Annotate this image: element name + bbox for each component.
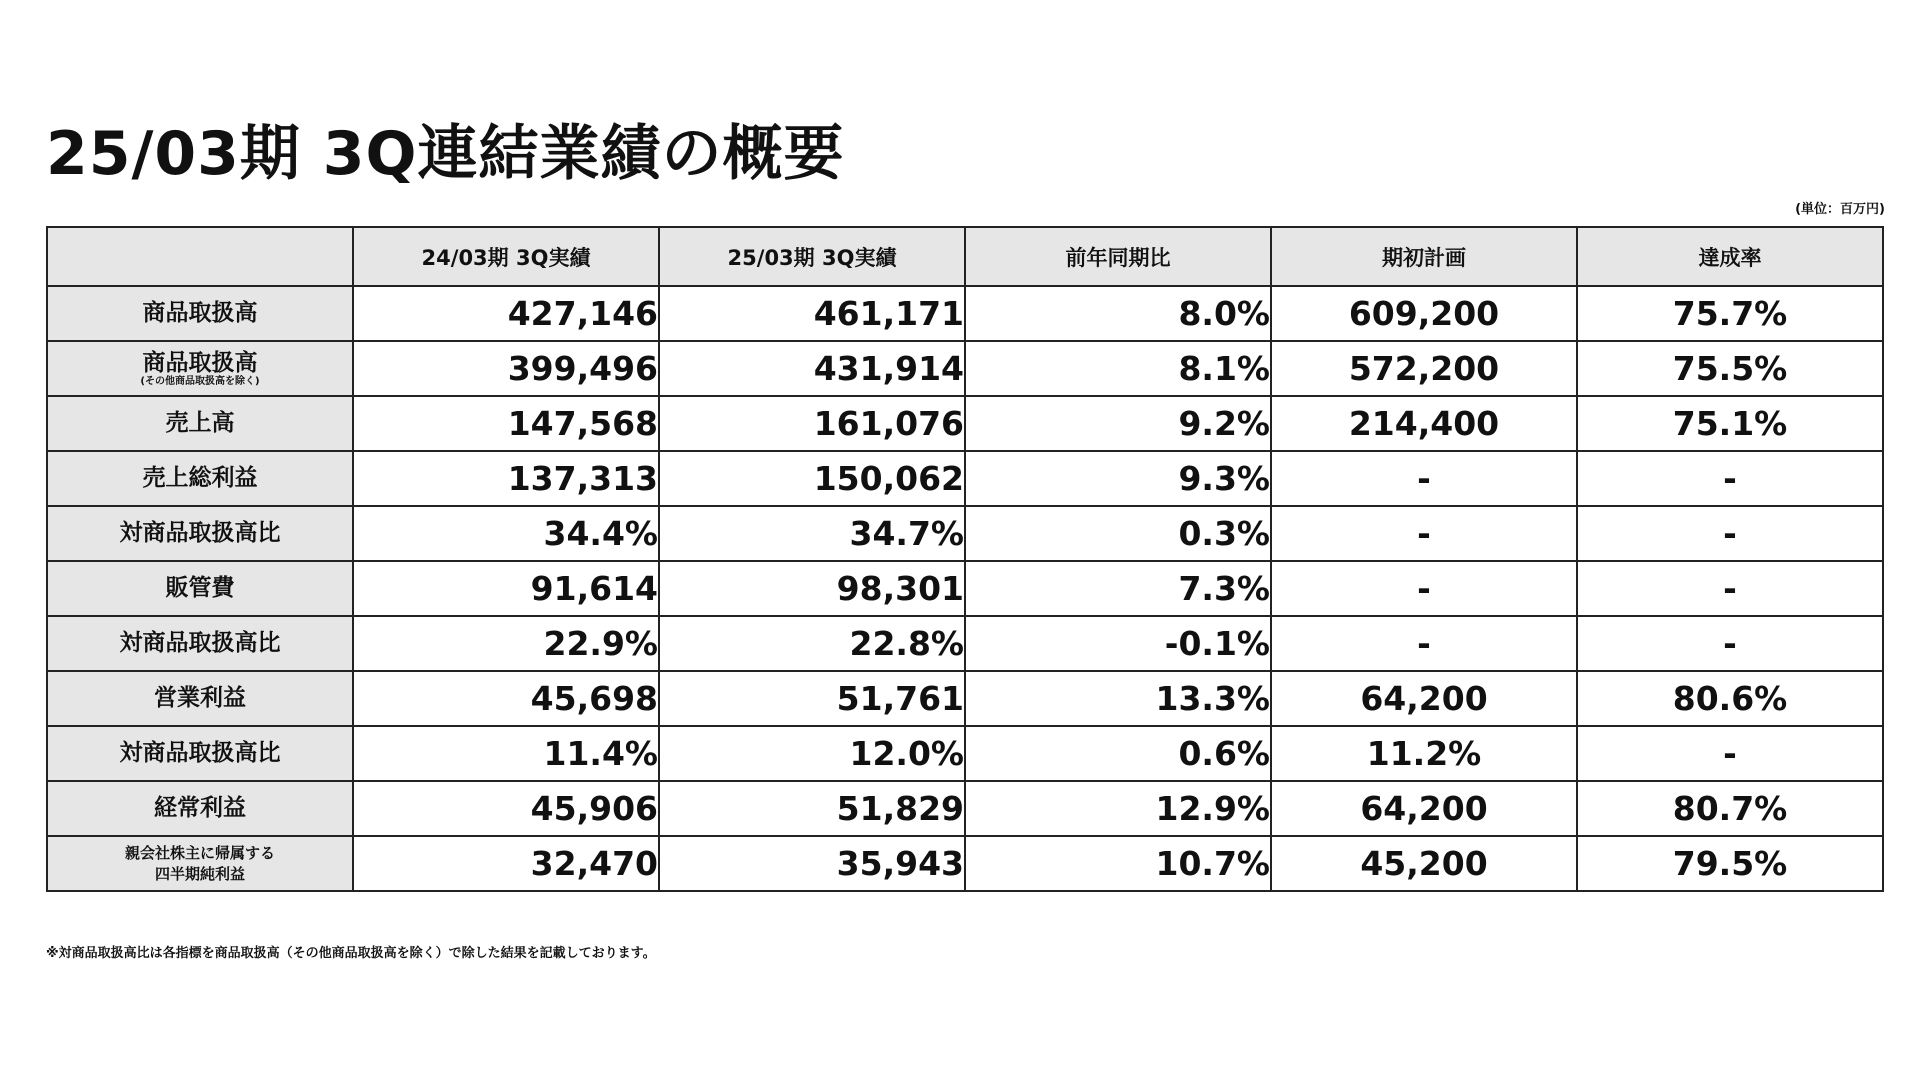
row-label: 販管費 xyxy=(47,561,353,616)
table-row xyxy=(47,671,1883,726)
table-cell: 11.2% xyxy=(1271,726,1577,781)
table-cell: 51,829 xyxy=(659,781,965,836)
row-label: 対商品取扱高比 xyxy=(47,726,353,781)
table-cell: - xyxy=(1577,451,1883,506)
table-cell: - xyxy=(1577,561,1883,616)
table-cell: 22.9% xyxy=(353,616,659,671)
table-cell: 10.7% xyxy=(965,836,1271,891)
table-cell: 12.0% xyxy=(659,726,965,781)
row-label: 対商品取扱高比 xyxy=(47,616,353,671)
table-cell: 91,614 xyxy=(353,561,659,616)
row-label: 売上総利益 xyxy=(47,451,353,506)
header-cell-curr-3q-actual: 25/03期 3Q実績 xyxy=(659,227,965,286)
table-cell: 399,496 xyxy=(353,341,659,396)
table-cell: 137,313 xyxy=(353,451,659,506)
table-cell: 150,062 xyxy=(659,451,965,506)
table-cell: - xyxy=(1577,506,1883,561)
table-row xyxy=(47,726,1883,781)
table-cell: 51,761 xyxy=(659,671,965,726)
table-cell: 11.4% xyxy=(353,726,659,781)
row-label: 売上高 xyxy=(47,396,353,451)
table-cell: 8.0% xyxy=(965,286,1271,341)
table-cell: 427,146 xyxy=(353,286,659,341)
table-cell: 572,200 xyxy=(1271,341,1577,396)
table-cell: 9.3% xyxy=(965,451,1271,506)
table-row xyxy=(47,506,1883,561)
table-row xyxy=(47,836,1883,891)
table-cell: - xyxy=(1577,726,1883,781)
header-cell-yoy: 前年同期比 xyxy=(965,227,1271,286)
table-header-row xyxy=(47,227,1883,286)
footnote: ※対商品取扱高比は各指標を商品取扱高（その他商品取扱高を除く）で除した結果を記載しております。 xyxy=(46,946,656,961)
table-row xyxy=(47,286,1883,341)
table-cell: 64,200 xyxy=(1271,671,1577,726)
table-cell: 13.3% xyxy=(965,671,1271,726)
table-cell: - xyxy=(1271,506,1577,561)
table-cell: 98,301 xyxy=(659,561,965,616)
row-label: 商品取扱高 (その他商品取扱高を除く) xyxy=(47,341,353,396)
row-label-note: (その他商品取扱高を除く) xyxy=(140,376,260,388)
row-label: 対商品取扱高比 xyxy=(47,506,353,561)
results-summary-table xyxy=(46,226,1884,892)
table-cell: 431,914 xyxy=(659,341,965,396)
table-cell: 214,400 xyxy=(1271,396,1577,451)
table-cell: 609,200 xyxy=(1271,286,1577,341)
table-row xyxy=(47,616,1883,671)
table-cell: 80.6% xyxy=(1577,671,1883,726)
page-title: 25/03期 3Q連結業績の概要 xyxy=(46,119,845,189)
table-cell: - xyxy=(1271,451,1577,506)
table-cell: 22.8% xyxy=(659,616,965,671)
table-cell: 7.3% xyxy=(965,561,1271,616)
header-cell-prev-3q-actual: 24/03期 3Q実績 xyxy=(353,227,659,286)
row-label: 経常利益 xyxy=(47,781,353,836)
table-cell: 80.7% xyxy=(1577,781,1883,836)
unit-note: (単位：百万円) xyxy=(1795,202,1885,217)
table-cell: 12.9% xyxy=(965,781,1271,836)
table-cell: -0.1% xyxy=(965,616,1271,671)
row-label: 商品取扱高 xyxy=(47,286,353,341)
table-cell: 45,698 xyxy=(353,671,659,726)
table-cell: 0.6% xyxy=(965,726,1271,781)
table-cell: 461,171 xyxy=(659,286,965,341)
header-cell-achievement-rate: 達成率 xyxy=(1577,227,1883,286)
table-row xyxy=(47,781,1883,836)
header-cell-initial-plan: 期初計画 xyxy=(1271,227,1577,286)
table-cell: 35,943 xyxy=(659,836,965,891)
table-row xyxy=(47,561,1883,616)
table-cell: 147,568 xyxy=(353,396,659,451)
table-cell: 161,076 xyxy=(659,396,965,451)
table-cell: 9.2% xyxy=(965,396,1271,451)
table-cell: 34.7% xyxy=(659,506,965,561)
row-label: 営業利益 xyxy=(47,671,353,726)
table-cell: 45,200 xyxy=(1271,836,1577,891)
row-label: 親会社株主に帰属する 四半期純利益 xyxy=(47,836,353,891)
table-row xyxy=(47,396,1883,451)
table-cell: 75.1% xyxy=(1577,396,1883,451)
table-cell: 8.1% xyxy=(965,341,1271,396)
table-row xyxy=(47,451,1883,506)
row-label-line2: 四半期純利益 xyxy=(154,864,245,883)
table-cell: 34.4% xyxy=(353,506,659,561)
table-cell: 75.7% xyxy=(1577,286,1883,341)
table-row xyxy=(47,341,1883,396)
table-cell: 79.5% xyxy=(1577,836,1883,891)
table-cell: 75.5% xyxy=(1577,341,1883,396)
table-cell: 45,906 xyxy=(353,781,659,836)
table-cell: 32,470 xyxy=(353,836,659,891)
header-cell-empty xyxy=(47,227,353,286)
table-cell: - xyxy=(1271,561,1577,616)
table-cell: 64,200 xyxy=(1271,781,1577,836)
table-cell: - xyxy=(1271,616,1577,671)
table-cell: - xyxy=(1577,616,1883,671)
table-cell: 0.3% xyxy=(965,506,1271,561)
